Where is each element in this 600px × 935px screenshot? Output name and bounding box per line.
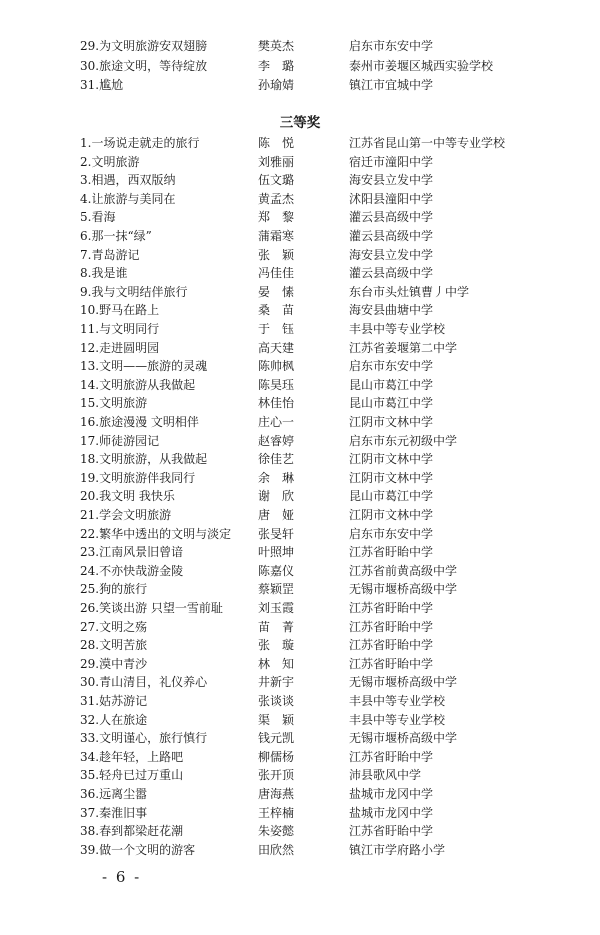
school-name: 江苏省前黄高级中学 — [349, 563, 458, 578]
entry-title: 6.那一抹“绿” — [80, 229, 152, 243]
list-item — [0, 525, 600, 543]
list-item — [0, 580, 600, 598]
list-item — [0, 506, 600, 524]
author-name: 高天建 — [258, 340, 295, 355]
author-name: 井新宇 — [258, 675, 295, 690]
school-name: 灌云县高级中学 — [349, 266, 434, 281]
entry-title: 34.趁年轻，上路吧 — [80, 749, 184, 764]
entry-title: 17.师徒游园记 — [80, 433, 160, 448]
author-name: 刘雅丽 — [258, 154, 295, 169]
entry-title: 2.文明旅游 — [80, 154, 140, 169]
school-name: 东台市头灶镇曹丿中学 — [349, 284, 470, 299]
author-name: 林佳怡 — [258, 396, 295, 411]
entry-title: 27.文明之殇 — [80, 619, 148, 634]
list-item — [0, 543, 600, 561]
list-item — [0, 432, 600, 450]
entry-title: 7.青岛游记 — [80, 247, 140, 262]
school-name: 昆山市葛江中学 — [349, 377, 434, 392]
author-name: 苗 菁 — [258, 619, 295, 634]
author-name: 叶照坤 — [258, 545, 295, 560]
entry-title: 12.走进圆明园 — [80, 340, 160, 355]
school-name: 丰县中等专业学校 — [349, 322, 446, 336]
author-name: 伍文璐 — [258, 173, 295, 188]
school-name: 江阴市文林中学 — [349, 415, 434, 429]
list-item — [0, 711, 600, 729]
author-name: 蔡颖罡 — [258, 582, 295, 597]
school-name: 启东市东元初级中学 — [349, 433, 458, 448]
list-item — [0, 673, 600, 691]
list-item — [0, 729, 600, 747]
entry-title: 19.文明旅游伴我同行 — [80, 470, 196, 485]
list-item — [0, 822, 600, 840]
school-name: 泰州市姜堰区城西实验学校 — [349, 58, 494, 73]
school-name: 海安县曲塘中学 — [349, 303, 434, 318]
author-name: 陈昊珏 — [258, 377, 295, 392]
author-name: 庄心一 — [258, 415, 295, 429]
author-name: 郑 黎 — [258, 210, 295, 225]
list-item — [0, 804, 600, 822]
entry-title: 36.远离尘嚣 — [80, 787, 148, 801]
entry-title: 30.旅途文明，等待绽放 — [80, 58, 208, 73]
list-item — [0, 748, 600, 766]
author-name: 陈帅枫 — [258, 359, 295, 374]
author-name: 谢 欣 — [258, 489, 295, 504]
entry-title: 39.做一个文明的游客 — [80, 842, 196, 857]
author-name: 孙瑜婧 — [258, 78, 295, 92]
list-item — [0, 339, 600, 357]
entry-title: 1.一场说走就走的旅行 — [80, 136, 200, 150]
entry-title: 26.笑谈出游 只望一雪前耻 — [80, 601, 223, 615]
list-item — [0, 376, 600, 394]
list-item — [0, 785, 600, 803]
list-item — [0, 618, 600, 636]
entry-title: 11.与文明同行 — [80, 322, 160, 336]
school-name: 江阴市文林中学 — [349, 452, 434, 467]
list-item — [0, 171, 600, 189]
entry-title: 21.学会文明旅游 — [80, 508, 172, 522]
list-item — [0, 76, 600, 94]
list-item — [0, 208, 600, 226]
school-name: 灌云县高级中学 — [349, 229, 434, 243]
school-name: 无锡市堰桥高级中学 — [349, 731, 458, 746]
list-item — [0, 413, 600, 431]
school-name: 丰县中等专业学校 — [349, 712, 446, 727]
author-name: 陈嘉仪 — [258, 563, 295, 578]
list-item — [0, 450, 600, 468]
school-name: 江苏省盱眙中学 — [349, 824, 434, 839]
school-name: 江苏省盱眙中学 — [349, 601, 434, 615]
list-item — [0, 283, 600, 301]
author-name: 晏 愫 — [258, 284, 295, 299]
author-name: 张 颖 — [258, 247, 295, 262]
entry-title: 25.狗的旅行 — [80, 582, 148, 597]
school-name: 江苏省盱眙中学 — [349, 545, 434, 560]
author-name: 黄孟杰 — [258, 191, 295, 206]
entry-title: 30.青山清目，礼仪养心 — [80, 675, 208, 690]
entry-title: 29.漠中青沙 — [80, 656, 148, 671]
entry-title: 15.文明旅游 — [80, 396, 148, 411]
author-name: 王梓楠 — [258, 805, 295, 820]
author-name: 唐 娅 — [258, 508, 295, 522]
school-name: 江苏省盱眙中学 — [349, 656, 434, 671]
author-name: 田欣然 — [258, 842, 295, 857]
page-number: - 6 - — [102, 868, 142, 886]
school-name: 昆山市葛江中学 — [349, 489, 434, 504]
author-name: 桑 苗 — [258, 303, 295, 318]
school-name: 启东市东安中学 — [349, 359, 434, 374]
list-item — [0, 246, 600, 264]
entry-title: 31.姑苏游记 — [80, 694, 148, 708]
school-name: 江苏省昆山第一中等专业学校 — [349, 136, 506, 150]
author-name: 朱姿懿 — [258, 824, 295, 839]
school-name: 盐城市龙冈中学 — [349, 805, 434, 820]
school-name: 江苏省盱眙中学 — [349, 638, 434, 653]
entry-title: 18.文明旅游，从我做起 — [80, 452, 208, 467]
school-name: 启东市东安中学 — [349, 39, 434, 53]
entry-title: 23.江南风景旧曾谙 — [80, 545, 184, 560]
author-name: 张开顶 — [258, 768, 295, 783]
school-name: 灌云县高级中学 — [349, 210, 434, 225]
entry-title: 9.我与文明结伴旅行 — [80, 284, 188, 299]
author-name: 张谈谈 — [258, 694, 295, 708]
list-item — [0, 301, 600, 319]
school-name: 江阴市文林中学 — [349, 508, 434, 522]
entry-title: 10.野马在路上 — [80, 303, 160, 318]
list-item — [0, 37, 600, 55]
list-item — [0, 394, 600, 412]
entry-title: 29.为文明旅游安双翅膀 — [80, 39, 208, 53]
author-name: 唐海燕 — [258, 787, 295, 801]
list-item — [0, 636, 600, 654]
author-name: 冯佳佳 — [258, 266, 295, 281]
author-name: 钱元凯 — [258, 731, 295, 746]
author-name: 林 知 — [258, 656, 295, 671]
entry-title: 3.相遇，西双版纳 — [80, 173, 176, 188]
entry-title: 38.春到都梁赶花潮 — [80, 824, 184, 839]
list-item — [0, 227, 600, 245]
school-name: 无锡市堰桥高级中学 — [349, 675, 458, 690]
author-name: 渠 颖 — [258, 712, 295, 727]
author-name: 李 璐 — [258, 58, 295, 73]
school-name: 丰县中等专业学校 — [349, 694, 446, 708]
school-name: 盐城市龙冈中学 — [349, 787, 434, 801]
entry-title: 37.秦淮旧事 — [80, 805, 148, 820]
list-item — [0, 357, 600, 375]
author-name: 张旻轩 — [258, 526, 295, 541]
school-name: 昆山市葛江中学 — [349, 396, 434, 411]
author-name: 徐佳艺 — [258, 452, 295, 467]
school-name: 江苏省盱眙中学 — [349, 619, 434, 634]
section-title: 三等奖 — [279, 115, 321, 131]
author-name: 陈 悦 — [258, 136, 295, 150]
author-name: 赵睿婷 — [258, 433, 295, 448]
school-name: 海安县立发中学 — [349, 173, 434, 188]
author-name: 余 琳 — [258, 470, 295, 485]
list-item — [0, 190, 600, 208]
school-name: 江苏省姜堰第二中学 — [349, 340, 458, 355]
entry-title: 14.文明旅游从我做起 — [80, 377, 196, 392]
school-name: 镇江市学府路小学 — [349, 842, 446, 857]
entry-title: 35.轻舟已过万重山 — [80, 768, 184, 783]
list-item — [0, 655, 600, 673]
school-name: 镇江市宜城中学 — [349, 78, 434, 92]
school-name: 无锡市堰桥高级中学 — [349, 582, 458, 597]
author-name: 刘玉霞 — [258, 601, 295, 615]
entry-title: 22.繁华中透出的文明与淡定 — [80, 526, 232, 541]
school-name: 海安县立发中学 — [349, 247, 434, 262]
list-item — [0, 766, 600, 784]
author-name: 樊英杰 — [258, 39, 295, 53]
author-name: 于 钰 — [258, 322, 295, 336]
list-item — [0, 841, 600, 859]
list-item — [0, 134, 600, 152]
list-item — [0, 264, 600, 282]
list-item — [0, 692, 600, 710]
entry-title: 31.尴尬 — [80, 78, 124, 92]
school-name: 沭阳县潼阳中学 — [349, 191, 434, 206]
list-item — [0, 562, 600, 580]
list-item — [0, 153, 600, 171]
author-name: 张 璇 — [258, 638, 295, 653]
list-item — [0, 320, 600, 338]
entry-title: 4.让旅游与美同在 — [80, 191, 176, 206]
entry-title: 8.我是谁 — [80, 266, 128, 281]
list-item — [0, 57, 600, 75]
school-name: 启东市东安中学 — [349, 526, 434, 541]
entry-title: 13.文明——旅游的灵魂 — [80, 359, 208, 374]
list-item — [0, 469, 600, 487]
school-name: 沛县歌风中学 — [349, 768, 422, 783]
author-name: 柳儒杨 — [258, 749, 295, 764]
entry-title: 24.不亦快哉游金陵 — [80, 563, 184, 578]
entry-title: 20.我文明 我快乐 — [80, 489, 175, 504]
school-name: 宿迁市潼阳中学 — [349, 154, 434, 169]
entry-title: 5.看海 — [80, 210, 116, 225]
author-name: 蒲霜寒 — [258, 229, 295, 243]
entry-title: 33.文明谨心，旅行慎行 — [80, 731, 208, 746]
entry-title: 32.人在旅途 — [80, 712, 148, 727]
school-name: 江苏省盱眙中学 — [349, 749, 434, 764]
list-item — [0, 487, 600, 505]
list-item — [0, 599, 600, 617]
school-name: 江阴市文林中学 — [349, 470, 434, 485]
entry-title: 28.文明苦旅 — [80, 638, 148, 653]
entry-title: 16.旅途漫漫 文明相伴 — [80, 415, 199, 429]
